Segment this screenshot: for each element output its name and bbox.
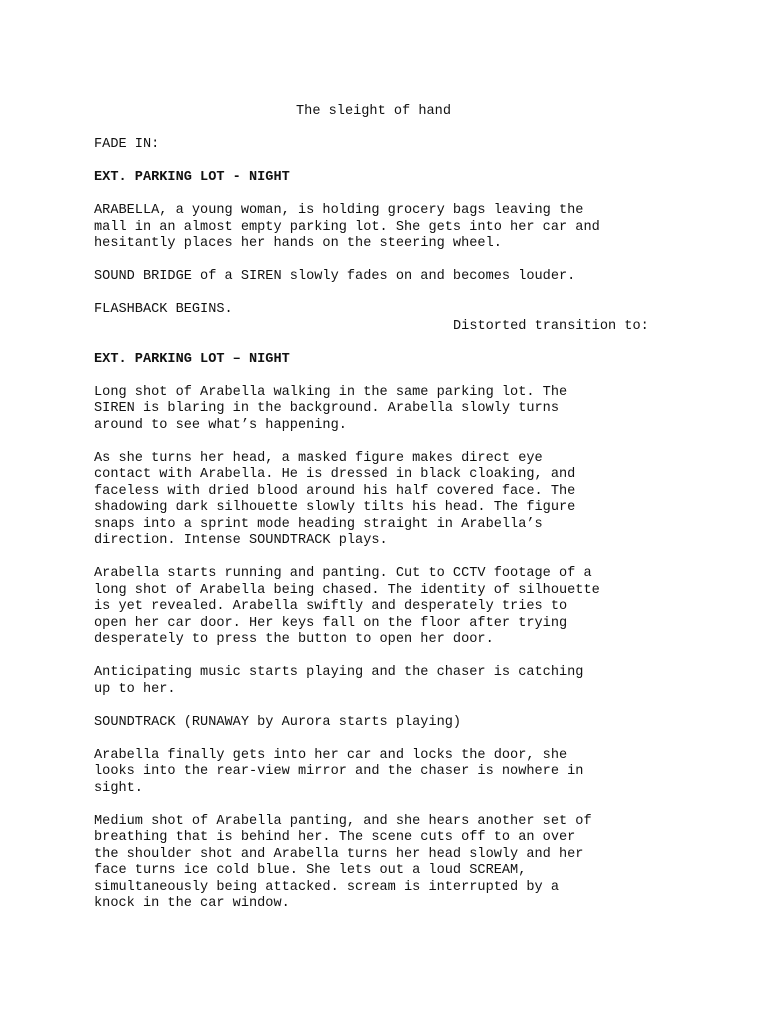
action-line: looks into the rear-view mirror and the chaser is nowhere in (94, 764, 584, 779)
action-line: mall in an almost empty parking lot. She gets into her car and (94, 219, 600, 235)
action-line: SOUNDTRACK (RUNAWAY by Aurora starts playing) (94, 714, 462, 730)
action-line: Anticipating music starts playing and the chaser is catching (94, 665, 584, 680)
action-line: Long shot of Arabella walking in the same parking lot. The (94, 384, 568, 400)
transition-line: Distorted transition to: (453, 318, 649, 334)
action-line: knock in the car window. (94, 896, 290, 911)
action-line: Medium shot of Arabella panting, and she hears another set of (94, 813, 592, 829)
action-line: open her car door. Her keys fall on the floor after trying (94, 615, 568, 631)
script-title: The sleight of hand (296, 104, 451, 119)
action-line: hesitantly places her hands on the steering wheel. (94, 236, 502, 251)
action-line: faceless with dried blood around his half covered face. The (94, 483, 576, 499)
action-line: contact with Arabella. He is dressed in black cloaking, and (94, 467, 576, 482)
scene-heading-2: EXT. PARKING LOT – NIGHT (94, 351, 290, 367)
action-line: is yet revealed. Arabella swiftly and desperately tries to (94, 599, 568, 614)
action-line: around to see what’s happening. (94, 417, 347, 433)
action-line: breathing that is behind her. The scene cuts off to an over (94, 830, 576, 845)
action-line: Arabella finally gets into her car and locks the door, she (94, 747, 568, 763)
action-line: shadowing dark silhouette slowly tilts his head. The figure (94, 500, 576, 515)
action-line: simultaneously being attacked. scream is interrupted by a (94, 879, 559, 895)
action-line: face turns ice cold blue. She lets out a loud SCREAM, (94, 863, 527, 878)
action-line: ARABELLA, a young woman, is holding grocery bags leaving the (94, 203, 584, 218)
flashback-line: FLASHBACK BEGINS. (94, 302, 233, 317)
action-line: sight. (94, 780, 143, 796)
scene-heading-1: EXT. PARKING LOT - NIGHT (94, 170, 290, 185)
action-line: SOUND BRIDGE of a SIREN slowly fades on and becomes louder. (94, 269, 576, 284)
action-line: snaps into a sprint mode heading straight in Arabella’s (94, 516, 543, 532)
action-line: SIREN is blaring in the background. Arabella slowly turns (94, 401, 559, 416)
action-line: direction. Intense SOUNDTRACK plays. (94, 533, 388, 548)
action-line: As she turns her head, a masked figure makes direct eye (94, 450, 543, 466)
fade-in: FADE IN: (94, 137, 160, 152)
action-line: the shoulder shot and Arabella turns her head slowly and her (94, 846, 584, 862)
action-line: desperately to press the button to open her door. (94, 632, 494, 647)
action-line: up to her. (94, 681, 176, 697)
action-line: Arabella starts running and panting. Cut to CCTV footage of a (94, 566, 592, 581)
action-line: long shot of Arabella being chased. The identity of silhouette (94, 582, 600, 598)
